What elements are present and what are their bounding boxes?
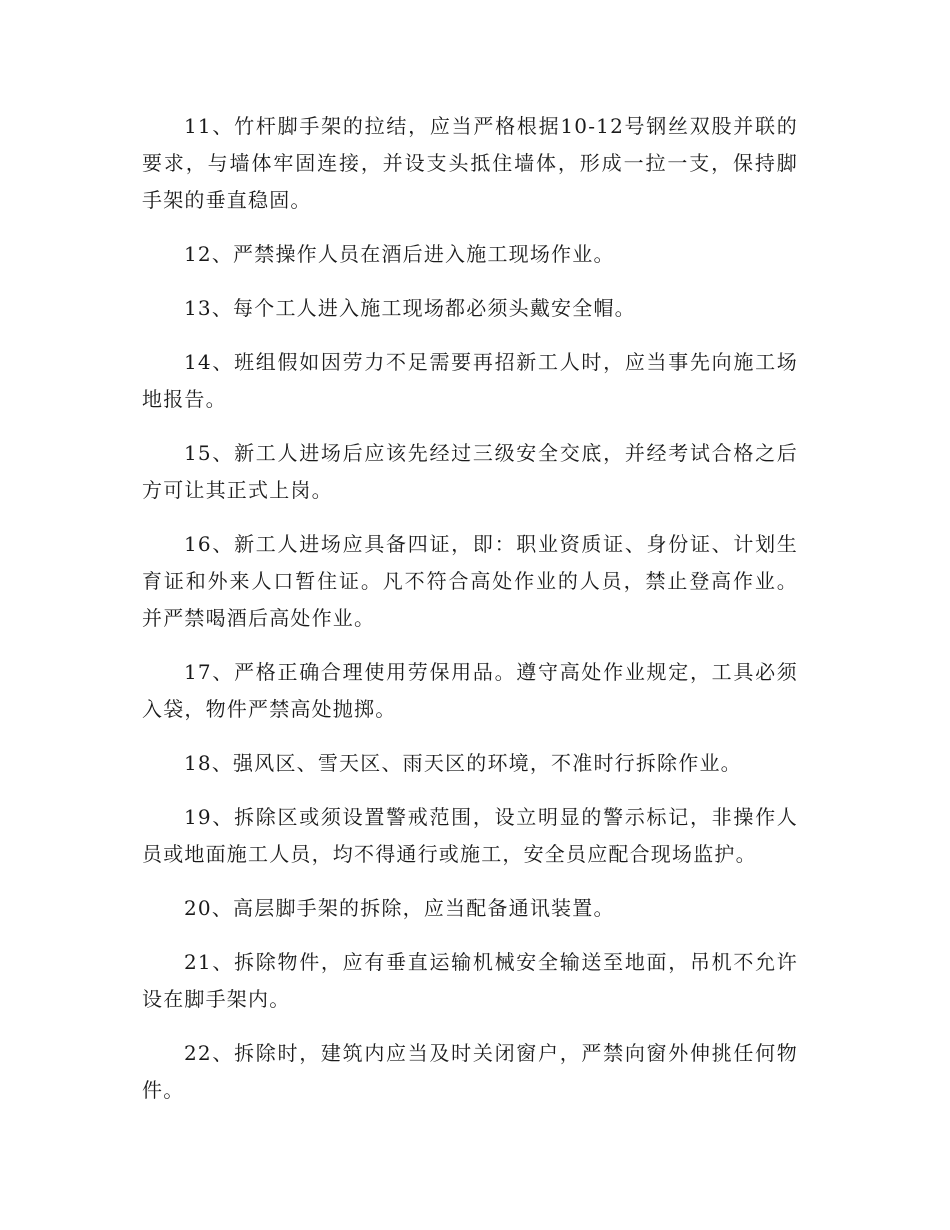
- paragraph-item-16: 16、新工人进场应具备四证，即：职业资质证、身份证、计划生育证和外来人口暂住证。凡不符合高处作业的人员，禁止登高作业。并严禁喝酒后高处作业。: [142, 532, 798, 630]
- paragraph-item-11: 11、竹杆脚手架的拉结，应当严格根据10-12号钢丝双股并联的要求，与墙体牢固连接，并设支头抵住墙体，形成一拉一支，保持脚手架的垂直稳固。: [142, 114, 798, 212]
- paragraph-item-14: 14、班组假如因劳力不足需要再招新工人时，应当事先向施工场地报告。: [142, 350, 798, 411]
- paragraph-item-15: 15、新工人进场后应该先经过三级安全交底，并经考试合格之后方可让其正式上岗。: [142, 441, 798, 502]
- paragraph-item-19: 19、拆除区或须设置警戒范围，设立明显的警示标记，非操作人员或地面施工人员，均不得通行或施工，安全员应配合现场监护。: [142, 805, 798, 866]
- paragraph-item-21: 21、拆除物件，应有垂直运输机械安全输送至地面，吊机不允许设在脚手架内。: [142, 950, 798, 1011]
- paragraph-item-20: 20、高层脚手架的拆除，应当配备通讯装置。: [184, 896, 615, 920]
- document-body: [142, 108, 798, 1126]
- paragraph-item-17: 17、严格正确合理使用劳保用品。遵守高处作业规定，工具必须入袋，物件严禁高处抛掷。: [142, 660, 798, 721]
- paragraph-item-12: 12、严禁操作人员在酒后进入施工现场作业。: [184, 242, 615, 266]
- paragraph-item-18: 18、强风区、雪天区、雨天区的环境，不准时行拆除作业。: [184, 751, 742, 775]
- paragraph-item-13: 13、每个工人进入施工现场都必须头戴安全帽。: [184, 296, 636, 320]
- paragraph-item-22: 22、拆除时，建筑内应当及时关闭窗户，严禁向窗外伸挑任何物件。: [142, 1041, 798, 1102]
